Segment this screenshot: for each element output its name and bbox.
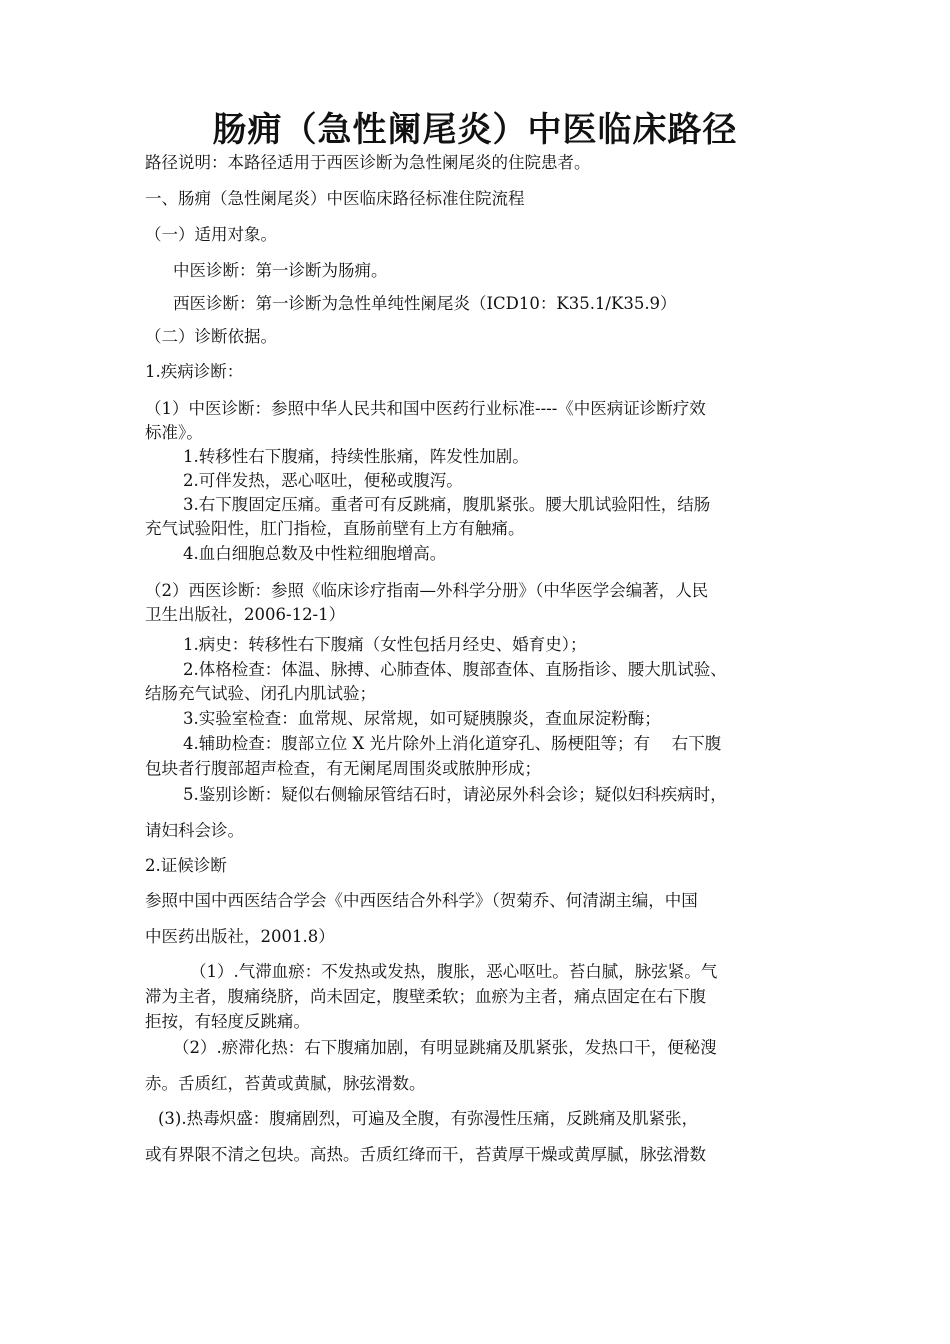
list-item: 4.血白细胞总数及中性粒细胞增高。 <box>183 544 447 563</box>
list-item: 1.病史：转移性右下腹痛（女性包括月经史、婚育史）； <box>183 635 587 654</box>
list-item: 3.实验室检查：血常规、尿常规，如可疑胰腺炎，查血尿淀粉酶； <box>183 709 661 728</box>
paragraph-line: 西医诊断：第一诊断为急性单纯性阑尾炎（ICD10：K35.1/K35.9） <box>173 294 677 313</box>
list-item: 3.右下腹固定压痛。重者可有反跳痛，腹肌紧张。腰大肌试验阳性，结肠 <box>183 495 711 514</box>
list-item: 2.体格检查：体温、脉搏、心肺查体、腹部查体、直肠指诊、腰大肌试验、 <box>183 660 727 679</box>
list-item: 2.可伴发热，恶心呕吐，便秘或腹泻。 <box>183 471 463 490</box>
list-item: 包块者行腹部超声检查，有无阑尾周围炎或脓肿形成； <box>145 759 541 778</box>
list-item: (3).热毒炽盛：腹痛剧烈，可遍及全腹，有弥漫性压痛，反跳痛及肌紧张， <box>158 1109 699 1128</box>
paragraph-line: （1）中医诊断：参照中华人民共和国中医药行业标准----《中医病证诊断疗效 <box>145 399 706 418</box>
subsection-heading: （一）适用对象。 <box>145 225 277 244</box>
list-item: 滞为主者，腹痛绕脐，尚未固定，腹壁柔软；血瘀为主者，痛点固定在右下腹 <box>145 987 706 1006</box>
list-item: 或有界限不清之包块。高热。舌质红绛而干，苔黄厚干燥或黄厚腻，脉弦滑数 <box>145 1145 706 1164</box>
list-item: 赤。舌质红，苔黄或黄腻，脉弦滑数。 <box>145 1074 426 1093</box>
subsection-heading: （二）诊断依据。 <box>145 327 277 346</box>
paragraph-line: 中医诊断：第一诊断为肠痈。 <box>173 261 388 280</box>
path-description: 路径说明：本路径适用于西医诊断为急性阑尾炎的住院患者。 <box>145 153 591 172</box>
list-item: （2）.瘀滞化热：右下腹痛加剧，有明显跳痛及肌紧张，发热口干，便秘溲 <box>173 1038 717 1057</box>
paragraph-line: 卫生出版社，2006-12-1） <box>145 605 346 624</box>
document-title: 肠痈（急性阑尾炎）中医临床路径 <box>212 110 738 150</box>
section-heading: 一、肠痈（急性阑尾炎）中医临床路径标准住院流程 <box>145 189 525 208</box>
paragraph-line: 参照中国中西医结合学会《中西医结合外科学》（贺菊乔、何清湖主编，中国 <box>145 891 698 910</box>
list-heading: 1.疾病诊断： <box>145 362 244 381</box>
paragraph-line: （2）西医诊断：参照《临床诊疗指南—外科学分册》（中华医学会编著，人民 <box>145 581 709 600</box>
list-item: 1.转移性右下腹痛，持续性胀痛，阵发性加剧。 <box>183 447 529 466</box>
paragraph-line: 标准》。 <box>145 423 203 442</box>
list-item: 4.辅助检查：腹部立位 X 光片除外上消化道穿孔、肠梗阻等；有 右下腹 <box>183 734 722 753</box>
list-item: 请妇科会诊。 <box>145 821 244 840</box>
list-item: 充气试验阳性，肛门指检，直肠前壁有上方有触痛。 <box>145 519 525 538</box>
list-item: 结肠充气试验、闭孔内肌试验； <box>145 684 376 703</box>
list-heading: 2.证候诊断 <box>145 856 227 875</box>
list-item: （1）.气滞血瘀：不发热或发热，腹胀，恶心呕吐。苔白腻，脉弦紧。气 <box>190 962 718 981</box>
list-item: 拒按，有轻度反跳痛。 <box>145 1012 310 1031</box>
list-item: 5.鉴别诊断：疑似右侧输尿管结石时，请泌尿外科会诊；疑似妇科疾病时， <box>183 785 727 804</box>
paragraph-line: 中医药出版社，2001.8） <box>145 927 335 946</box>
